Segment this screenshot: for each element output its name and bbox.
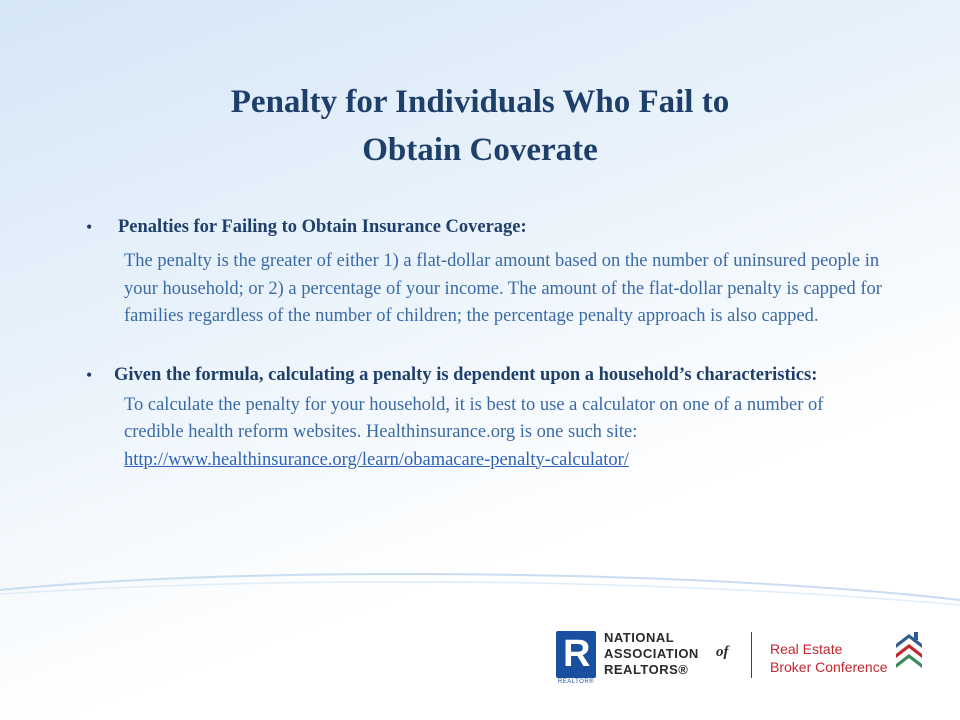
- spacer: [86, 331, 886, 361]
- conference-name: [770, 640, 888, 676]
- slide-content: [86, 213, 886, 474]
- nar-line-3: REALTORS®: [604, 662, 689, 677]
- title-line-2: Obtain Coverate: [362, 132, 598, 168]
- bullet-body: [124, 392, 884, 475]
- logo-divider: [751, 632, 752, 678]
- title-line-1: Penalty for Individuals Who Fail to: [230, 84, 730, 120]
- bullet-marker: •: [86, 217, 93, 237]
- realtor-r-logo: [556, 631, 596, 678]
- bullet-body-text: The penalty is the greater of either 1) a flat-dollar amount based on the number of uninsured people in your household; or 2) a percentage of your income. The amount of the flat-dollar penalty is capped for families regardless of the number of children; the percentage penalty approach is also capped.: [124, 251, 882, 326]
- nar-line-2: ASSOCIATION: [604, 646, 699, 661]
- nar-line-1: NATIONAL: [604, 630, 675, 645]
- footer-logos: [556, 628, 936, 688]
- bullet-body: [124, 248, 884, 331]
- realtor-r-letter: R: [563, 633, 591, 675]
- slide-title: [80, 78, 880, 174]
- bullet-heading: Penalties for Failing to Obtain Insurance Coverage:: [118, 217, 527, 237]
- nar-of: of: [716, 644, 729, 660]
- house-roof-icon: [894, 630, 924, 682]
- conference-line-1: Real Estate: [770, 641, 843, 657]
- bullet-body-prefix: To calculate the penalty for your household, it is best to use a calculator on one of a number of credible health reform websites. Healthinsurance.org is one such site:: [124, 394, 824, 442]
- bullet-body-text: [124, 392, 884, 475]
- conference-line-2: Broker Conference: [770, 659, 888, 675]
- decorative-swoosh: [0, 560, 960, 620]
- bullet-item: [86, 361, 886, 390]
- bullet-item: [86, 213, 886, 242]
- bullet-marker: •: [86, 364, 93, 385]
- calculator-link[interactable]: http://www.healthinsurance.org/learn/obamacare-penalty-calculator/: [124, 449, 629, 470]
- bullet-heading: Given the formula, calculating a penalty is dependent upon a household’s characteristics:: [114, 364, 818, 385]
- nar-wordmark: [604, 630, 699, 678]
- realtor-mark-label: REALTOR®: [557, 679, 595, 685]
